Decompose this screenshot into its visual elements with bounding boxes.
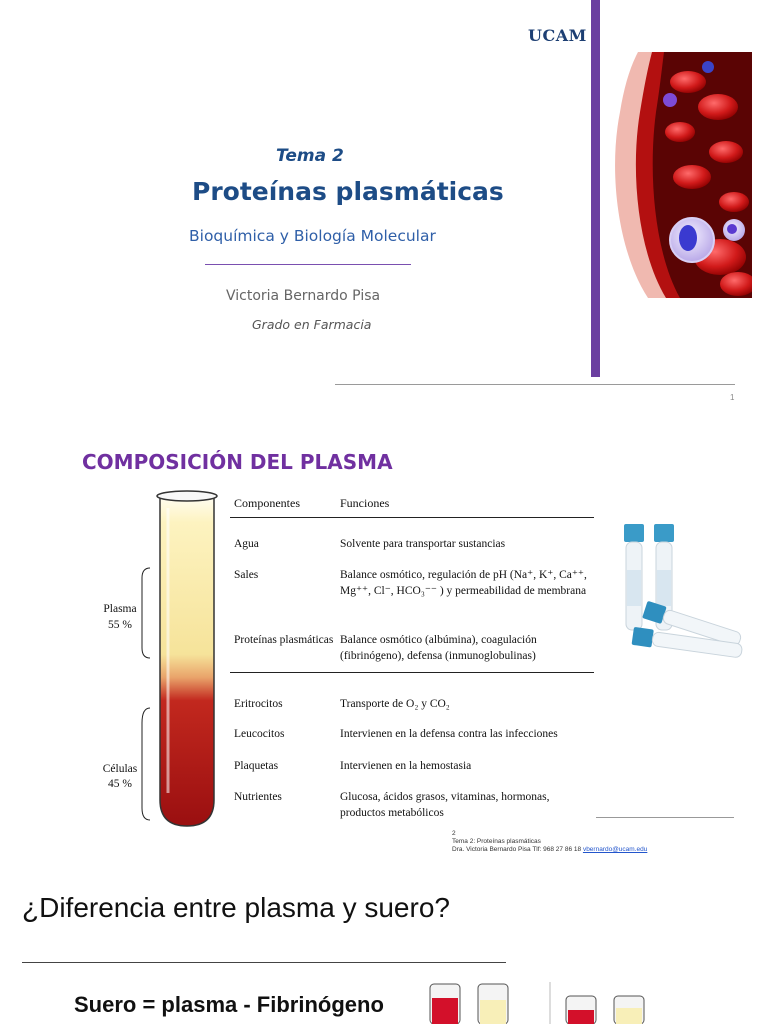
table-cell: Agua bbox=[234, 538, 259, 550]
composition-slide bbox=[0, 430, 768, 870]
page-number: 2 bbox=[452, 830, 456, 837]
footer-contact-text: Dra. Victoria Bernardo Pisa Tlf: 968 27 86 18 bbox=[452, 846, 582, 853]
tube-labels bbox=[103, 603, 138, 790]
degree-label: Grado en Farmacia bbox=[252, 317, 372, 332]
plasma-label: Plasma bbox=[103, 603, 137, 615]
plasma-vs-serum-slide bbox=[0, 880, 768, 1024]
table-cell: Balance osmótico, regulación de pH (Na⁺, K⁺, Ca⁺⁺, Mg⁺⁺, Cl⁻, HCO₃⁻⁻ ) y permeabilidad de membrana bbox=[340, 569, 587, 597]
footer-divider bbox=[335, 384, 735, 385]
serum-tubes-illustration bbox=[420, 980, 720, 1024]
table-cell: Intervienen en la hemostasia bbox=[340, 760, 472, 772]
column-header-components: Componentes bbox=[234, 496, 300, 510]
column-header-functions: Funciones bbox=[340, 496, 390, 510]
table-rule bbox=[230, 517, 594, 518]
table-cell: Eritrocitos bbox=[234, 698, 283, 710]
footer-contact bbox=[452, 846, 647, 854]
table-cell: Proteínas plasmáticas bbox=[234, 634, 334, 646]
course-subtitle: Bioquímica y Biología Molecular bbox=[189, 227, 436, 245]
heading-underline bbox=[22, 962, 506, 963]
cells-bracket bbox=[142, 708, 150, 820]
table-rule bbox=[230, 672, 594, 673]
table-cell: Glucosa, ácidos grasos, vitaminas, hormonas, productos metabólicos bbox=[340, 791, 550, 819]
table-cell: Balance osmótico (albúmina), coagulación (fibrinógeno), defensa (inmunoglobulinas) bbox=[340, 634, 537, 662]
cells-percent: 45 % bbox=[108, 778, 132, 790]
table-cell: Solvente para transportar sustancias bbox=[340, 538, 506, 550]
slide-heading: ¿Diferencia entre plasma y suero? bbox=[22, 892, 450, 923]
title-slide bbox=[0, 0, 768, 410]
cells-label: Células bbox=[102, 763, 138, 775]
slide-heading: COMPOSICIÓN DEL PLASMA bbox=[82, 450, 393, 474]
plasma-bracket bbox=[142, 568, 150, 658]
blood-vials-photo bbox=[614, 520, 754, 660]
topic-label: Tema 2 bbox=[276, 146, 344, 166]
table-cell: Leucocitos bbox=[234, 728, 285, 740]
blood-vessel-illustration bbox=[608, 52, 752, 298]
blood-tube-diagram bbox=[90, 488, 230, 830]
table-cell: Nutrientes bbox=[234, 791, 282, 803]
accent-bar bbox=[591, 0, 600, 377]
table-cell: Transporte de O₂ y CO₂ bbox=[340, 698, 450, 710]
table-cell: Intervienen en la defensa contra las infecciones bbox=[340, 728, 558, 740]
table-cell: Plaquetas bbox=[234, 760, 279, 772]
title-divider bbox=[205, 264, 411, 265]
slide-footer bbox=[452, 830, 647, 854]
email-link[interactable]: vbernardo@ucam.edu bbox=[582, 846, 648, 853]
footer-topic: Tema 2: Proteínas plasmáticas bbox=[452, 838, 541, 845]
table-cell: Sales bbox=[234, 569, 259, 581]
serum-formula: Suero = plasma - Fibrinógeno bbox=[74, 992, 384, 1017]
footer-divider bbox=[596, 817, 734, 818]
plasma-percent: 55 % bbox=[108, 619, 132, 631]
page-number: 1 bbox=[730, 393, 735, 402]
slide-title: Proteínas plasmáticas bbox=[192, 177, 504, 206]
author-name: Victoria Bernardo Pisa bbox=[226, 288, 381, 304]
ucam-logo: UCAM bbox=[528, 26, 587, 45]
